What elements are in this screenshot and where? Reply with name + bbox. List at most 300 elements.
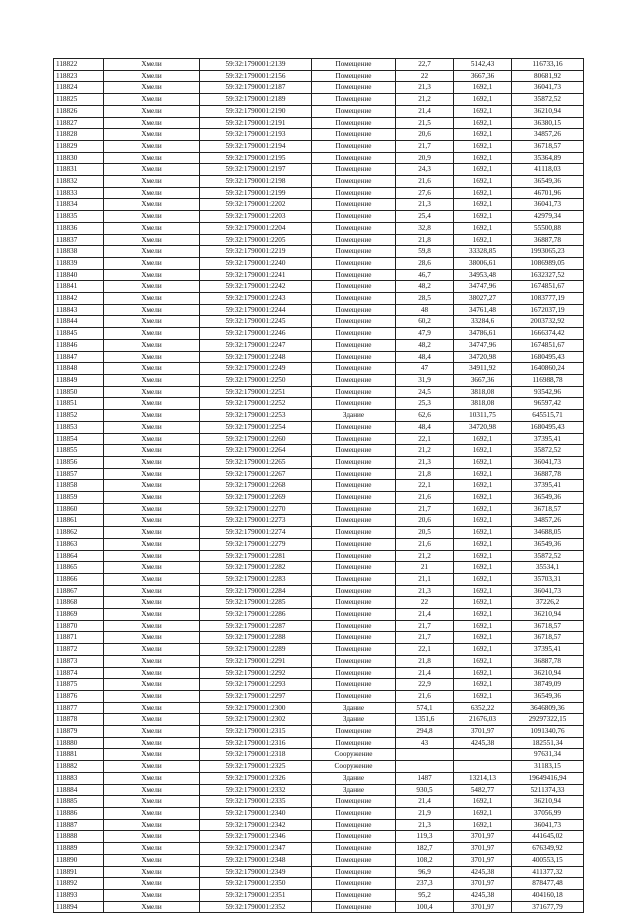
object-type-cell: Помещение (312, 843, 396, 855)
area-cell: 21 (396, 562, 454, 574)
object-type-cell: Помещение (312, 480, 396, 492)
row-number-cell: 118830 (54, 152, 104, 164)
locality-cell: Хмели (104, 82, 200, 94)
cadastral-number-cell: 59:32:1790001:2139 (200, 59, 312, 71)
table-row (54, 655, 584, 667)
cadastral-value-cell: 38749,09 (512, 679, 584, 691)
locality-cell: Хмели (104, 70, 200, 82)
table-row (54, 585, 584, 597)
specific-value-cell: 1692,1 (454, 82, 512, 94)
locality-cell: Хмели (104, 199, 200, 211)
locality-cell: Хмели (104, 538, 200, 550)
row-number-cell: 118856 (54, 456, 104, 468)
specific-value-cell: 34747,96 (454, 339, 512, 351)
specific-value-cell: 1692,1 (454, 690, 512, 702)
cadastral-number-cell: 59:32:1790001:2248 (200, 351, 312, 363)
area-cell: 21,7 (396, 620, 454, 632)
area-cell: 21,6 (396, 690, 454, 702)
row-number-cell: 118858 (54, 480, 104, 492)
cadastral-number-cell: 59:32:1790001:2193 (200, 129, 312, 141)
row-number-cell: 118840 (54, 269, 104, 281)
row-number-cell: 118874 (54, 667, 104, 679)
table-row (54, 199, 584, 211)
cadastral-number-cell: 59:32:1790001:2269 (200, 492, 312, 504)
area-cell (396, 761, 454, 773)
cadastral-number-cell: 59:32:1790001:2347 (200, 843, 312, 855)
cadastral-number-cell: 59:32:1790001:2252 (200, 398, 312, 410)
specific-value-cell: 1692,1 (454, 632, 512, 644)
cadastral-number-cell: 59:32:1790001:2350 (200, 878, 312, 890)
cadastral-value-cell: 1666374,42 (512, 328, 584, 340)
cadastral-number-cell: 59:32:1790001:2291 (200, 655, 312, 667)
specific-value-cell: 3701,97 (454, 878, 512, 890)
specific-value-cell: 1692,1 (454, 808, 512, 820)
cadastral-value-cell: 36718,57 (512, 140, 584, 152)
table-row (54, 269, 584, 281)
table-row (54, 679, 584, 691)
specific-value-cell: 34747,96 (454, 281, 512, 293)
object-type-cell: Здание (312, 784, 396, 796)
specific-value-cell: 1692,1 (454, 503, 512, 515)
specific-value-cell: 21676,03 (454, 714, 512, 726)
cadastral-number-cell: 59:32:1790001:2240 (200, 257, 312, 269)
area-cell: 108,2 (396, 854, 454, 866)
area-cell: 1487 (396, 772, 454, 784)
specific-value-cell: 34786,61 (454, 328, 512, 340)
object-type-cell: Помещение (312, 679, 396, 691)
specific-value-cell: 34761,48 (454, 304, 512, 316)
cadastral-value-cell: 55500,88 (512, 222, 584, 234)
cadastral-number-cell: 59:32:1790001:2243 (200, 293, 312, 305)
specific-value-cell: 1692,1 (454, 597, 512, 609)
cadastral-number-cell: 59:32:1790001:2194 (200, 140, 312, 152)
row-number-cell: 118826 (54, 105, 104, 117)
cadastral-number-cell: 59:32:1790001:2253 (200, 410, 312, 422)
row-number-cell: 118824 (54, 82, 104, 94)
table-row (54, 503, 584, 515)
area-cell: 25,3 (396, 398, 454, 410)
table-row (54, 234, 584, 246)
area-cell: 182,7 (396, 843, 454, 855)
object-type-cell: Помещение (312, 667, 396, 679)
specific-value-cell: 1692,1 (454, 234, 512, 246)
table-row (54, 374, 584, 386)
area-cell: 96,9 (396, 866, 454, 878)
cadastral-number-cell: 59:32:1790001:2349 (200, 866, 312, 878)
cadastral-value-cell: 1632327,52 (512, 269, 584, 281)
row-number-cell: 118873 (54, 655, 104, 667)
specific-value-cell: 1692,1 (454, 550, 512, 562)
locality-cell: Хмели (104, 737, 200, 749)
table-row (54, 784, 584, 796)
cadastral-number-cell: 59:32:1790001:2281 (200, 550, 312, 562)
area-cell: 32,8 (396, 222, 454, 234)
row-number-cell: 118857 (54, 468, 104, 480)
locality-cell: Хмели (104, 421, 200, 433)
locality-cell: Хмели (104, 761, 200, 773)
cadastral-value-cell: 645515,71 (512, 410, 584, 422)
specific-value-cell: 1692,1 (454, 199, 512, 211)
table-row (54, 257, 584, 269)
row-number-cell: 118838 (54, 246, 104, 258)
cadastral-number-cell: 59:32:1790001:2249 (200, 363, 312, 375)
row-number-cell: 118869 (54, 609, 104, 621)
table-row (54, 94, 584, 106)
object-type-cell: Здание (312, 714, 396, 726)
object-type-cell: Помещение (312, 866, 396, 878)
row-number-cell: 118862 (54, 527, 104, 539)
row-number-cell: 118863 (54, 538, 104, 550)
object-type-cell: Помещение (312, 339, 396, 351)
object-type-cell: Помещение (312, 199, 396, 211)
object-type-cell: Помещение (312, 644, 396, 656)
specific-value-cell: 6352,22 (454, 702, 512, 714)
cadastral-value-cell: 441645,02 (512, 831, 584, 843)
object-type-cell: Помещение (312, 386, 396, 398)
row-number-cell: 118889 (54, 843, 104, 855)
area-cell: 27,6 (396, 187, 454, 199)
cadastral-number-cell: 59:32:1790001:2316 (200, 737, 312, 749)
area-cell: 24,3 (396, 164, 454, 176)
table-row (54, 796, 584, 808)
cadastral-value-cell: 1640860,24 (512, 363, 584, 375)
table-row (54, 222, 584, 234)
row-number-cell: 118852 (54, 410, 104, 422)
specific-value-cell: 1692,1 (454, 222, 512, 234)
cadastral-value-cell: 93542,96 (512, 386, 584, 398)
table-row (54, 538, 584, 550)
row-number-cell: 118885 (54, 796, 104, 808)
row-number-cell: 118860 (54, 503, 104, 515)
table-row (54, 702, 584, 714)
locality-cell: Хмели (104, 94, 200, 106)
area-cell: 31,9 (396, 374, 454, 386)
table-row (54, 808, 584, 820)
locality-cell: Хмели (104, 480, 200, 492)
locality-cell: Хмели (104, 211, 200, 223)
row-number-cell: 118864 (54, 550, 104, 562)
area-cell: 48,4 (396, 351, 454, 363)
cadastral-value-cell: 31183,15 (512, 761, 584, 773)
cadastral-value-cell: 36041,73 (512, 585, 584, 597)
object-type-cell: Помещение (312, 234, 396, 246)
locality-cell: Хмели (104, 304, 200, 316)
table-row (54, 164, 584, 176)
cadastral-number-cell: 59:32:1790001:2318 (200, 749, 312, 761)
table-row (54, 304, 584, 316)
cadastral-value-cell: 36549,36 (512, 538, 584, 550)
cadastral-value-cell: 116733,16 (512, 59, 584, 71)
row-number-cell: 118832 (54, 176, 104, 188)
table-row (54, 140, 584, 152)
locality-cell: Хмели (104, 386, 200, 398)
locality-cell: Хмели (104, 316, 200, 328)
object-type-cell: Помещение (312, 737, 396, 749)
locality-cell: Хмели (104, 117, 200, 129)
area-cell: 20,6 (396, 129, 454, 141)
table-row (54, 246, 584, 258)
cadastral-value-cell: 35872,52 (512, 550, 584, 562)
cadastral-number-cell: 59:32:1790001:2335 (200, 796, 312, 808)
object-type-cell: Помещение (312, 468, 396, 480)
cadastral-number-cell: 59:32:1790001:2282 (200, 562, 312, 574)
table-row (54, 597, 584, 609)
row-number-cell: 118876 (54, 690, 104, 702)
cadastral-value-cell: 36041,73 (512, 82, 584, 94)
specific-value-cell: 3701,97 (454, 831, 512, 843)
row-number-cell: 118841 (54, 281, 104, 293)
row-number-cell: 118882 (54, 761, 104, 773)
row-number-cell: 118842 (54, 293, 104, 305)
table-row (54, 339, 584, 351)
area-cell: 21,7 (396, 632, 454, 644)
cadastral-value-cell: 36041,73 (512, 456, 584, 468)
area-cell: 22,7 (396, 59, 454, 71)
locality-cell: Хмели (104, 492, 200, 504)
cadastral-value-cell: 371677,79 (512, 901, 584, 913)
row-number-cell: 118872 (54, 644, 104, 656)
specific-value-cell: 34720,98 (454, 351, 512, 363)
cadastral-value-cell: 2003732,92 (512, 316, 584, 328)
object-type-cell: Помещение (312, 187, 396, 199)
cadastral-value-cell: 41118,03 (512, 164, 584, 176)
table-row (54, 901, 584, 913)
cadastral-number-cell: 59:32:1790001:2346 (200, 831, 312, 843)
object-type-cell: Помещение (312, 94, 396, 106)
row-number-cell: 118827 (54, 117, 104, 129)
cadastral-value-cell: 1680495,43 (512, 421, 584, 433)
area-cell: 20,6 (396, 515, 454, 527)
cadastral-value-cell: 36887,78 (512, 234, 584, 246)
cadastral-number-cell: 59:32:1790001:2156 (200, 70, 312, 82)
area-cell: 47 (396, 363, 454, 375)
specific-value-cell: 1692,1 (454, 187, 512, 199)
object-type-cell: Помещение (312, 456, 396, 468)
cadastral-value-cell: 37056,99 (512, 808, 584, 820)
locality-cell: Хмели (104, 246, 200, 258)
specific-value-cell: 4245,38 (454, 889, 512, 901)
table-row (54, 480, 584, 492)
table-row (54, 328, 584, 340)
object-type-cell: Помещение (312, 854, 396, 866)
table-row (54, 609, 584, 621)
specific-value-cell: 34911,92 (454, 363, 512, 375)
area-cell: 62,6 (396, 410, 454, 422)
locality-cell: Хмели (104, 784, 200, 796)
cadastral-number-cell: 59:32:1790001:2195 (200, 152, 312, 164)
locality-cell: Хмели (104, 901, 200, 913)
row-number-cell: 118849 (54, 374, 104, 386)
cadastral-value-cell: 5211374,33 (512, 784, 584, 796)
cadastral-number-cell: 59:32:1790001:2302 (200, 714, 312, 726)
row-number-cell: 118878 (54, 714, 104, 726)
row-number-cell: 118883 (54, 772, 104, 784)
cadastral-value-cell: 36549,36 (512, 492, 584, 504)
object-type-cell: Помещение (312, 59, 396, 71)
specific-value-cell: 10311,75 (454, 410, 512, 422)
row-number-cell: 118851 (54, 398, 104, 410)
cadastral-number-cell: 59:32:1790001:2267 (200, 468, 312, 480)
specific-value-cell: 38006,61 (454, 257, 512, 269)
area-cell: 22 (396, 597, 454, 609)
area-cell: 28,5 (396, 293, 454, 305)
cadastral-number-cell: 59:32:1790001:2246 (200, 328, 312, 340)
row-number-cell: 118829 (54, 140, 104, 152)
row-number-cell: 118886 (54, 808, 104, 820)
locality-cell: Хмели (104, 667, 200, 679)
area-cell: 574,1 (396, 702, 454, 714)
specific-value-cell: 5142,43 (454, 59, 512, 71)
table-row (54, 632, 584, 644)
cadastral-number-cell: 59:32:1790001:2351 (200, 889, 312, 901)
table-row (54, 819, 584, 831)
specific-value-cell: 3667,36 (454, 70, 512, 82)
specific-value-cell: 3701,97 (454, 726, 512, 738)
cadastral-value-cell: 36210,94 (512, 667, 584, 679)
object-type-cell: Помещение (312, 398, 396, 410)
cadastral-value-cell: 411377,32 (512, 866, 584, 878)
specific-value-cell: 1692,1 (454, 468, 512, 480)
specific-value-cell: 1692,1 (454, 527, 512, 539)
object-type-cell: Здание (312, 702, 396, 714)
object-type-cell: Помещение (312, 796, 396, 808)
cadastral-value-cell: 36380,15 (512, 117, 584, 129)
cadastral-number-cell: 59:32:1790001:2191 (200, 117, 312, 129)
cadastral-number-cell: 59:32:1790001:2251 (200, 386, 312, 398)
cadastral-value-cell: 37395,41 (512, 480, 584, 492)
cadastral-number-cell: 59:32:1790001:2286 (200, 609, 312, 621)
locality-cell: Хмели (104, 585, 200, 597)
object-type-cell: Помещение (312, 831, 396, 843)
locality-cell: Хмели (104, 468, 200, 480)
cadastral-value-cell: 878477,48 (512, 878, 584, 890)
area-cell: 930,5 (396, 784, 454, 796)
specific-value-cell: 3701,97 (454, 843, 512, 855)
specific-value-cell: 1692,1 (454, 140, 512, 152)
object-type-cell: Сооружение (312, 749, 396, 761)
specific-value-cell: 1692,1 (454, 573, 512, 585)
object-type-cell: Помещение (312, 492, 396, 504)
table-row (54, 468, 584, 480)
table-row (54, 70, 584, 82)
specific-value-cell: 1692,1 (454, 655, 512, 667)
locality-cell: Хмели (104, 702, 200, 714)
cadastral-number-cell: 59:32:1790001:2300 (200, 702, 312, 714)
row-number-cell: 118887 (54, 819, 104, 831)
specific-value-cell: 1692,1 (454, 176, 512, 188)
locality-cell: Хмели (104, 690, 200, 702)
object-type-cell: Помещение (312, 351, 396, 363)
row-number-cell: 118892 (54, 878, 104, 890)
object-type-cell: Помещение (312, 808, 396, 820)
area-cell: 25,4 (396, 211, 454, 223)
area-cell: 46,7 (396, 269, 454, 281)
cadastral-value-cell: 29297322,15 (512, 714, 584, 726)
locality-cell: Хмели (104, 351, 200, 363)
object-type-cell: Помещение (312, 222, 396, 234)
area-cell: 21,3 (396, 456, 454, 468)
object-type-cell: Помещение (312, 690, 396, 702)
cadastral-value-cell: 36041,73 (512, 199, 584, 211)
object-type-cell: Здание (312, 410, 396, 422)
cadastral-number-cell: 59:32:1790001:2268 (200, 480, 312, 492)
area-cell: 48,2 (396, 281, 454, 293)
cadastral-number-cell: 59:32:1790001:2204 (200, 222, 312, 234)
table-row (54, 831, 584, 843)
cadastral-number-cell: 59:32:1790001:2279 (200, 538, 312, 550)
locality-cell: Хмели (104, 597, 200, 609)
cadastral-value-cell: 3646809,36 (512, 702, 584, 714)
locality-cell: Хмели (104, 59, 200, 71)
area-cell: 21,3 (396, 82, 454, 94)
cadastral-number-cell: 59:32:1790001:2332 (200, 784, 312, 796)
locality-cell: Хмели (104, 164, 200, 176)
row-number-cell: 118854 (54, 433, 104, 445)
object-type-cell: Помещение (312, 152, 396, 164)
row-number-cell: 118865 (54, 562, 104, 574)
table-row (54, 889, 584, 901)
row-number-cell: 118894 (54, 901, 104, 913)
row-number-cell: 118844 (54, 316, 104, 328)
row-number-cell: 118890 (54, 854, 104, 866)
object-type-cell: Помещение (312, 269, 396, 281)
table-row (54, 562, 584, 574)
area-cell: 21,3 (396, 819, 454, 831)
specific-value-cell: 1692,1 (454, 819, 512, 831)
specific-value-cell: 4245,38 (454, 737, 512, 749)
locality-cell: Хмели (104, 293, 200, 305)
specific-value-cell: 3667,36 (454, 374, 512, 386)
area-cell: 21,9 (396, 808, 454, 820)
area-cell: 294,8 (396, 726, 454, 738)
cadastral-number-cell: 59:32:1790001:2203 (200, 211, 312, 223)
row-number-cell: 118870 (54, 620, 104, 632)
table-row (54, 620, 584, 632)
cadastral-value-cell: 36210,94 (512, 796, 584, 808)
row-number-cell: 118867 (54, 585, 104, 597)
area-cell: 21,2 (396, 550, 454, 562)
specific-value-cell: 1692,1 (454, 644, 512, 656)
area-cell: 237,3 (396, 878, 454, 890)
cadastral-value-cell: 36718,57 (512, 503, 584, 515)
object-type-cell: Помещение (312, 140, 396, 152)
cadastral-number-cell: 59:32:1790001:2250 (200, 374, 312, 386)
locality-cell: Хмели (104, 679, 200, 691)
cadastral-value-cell: 19649416,94 (512, 772, 584, 784)
cadastral-value-cell: 42979,34 (512, 211, 584, 223)
cadastral-number-cell: 59:32:1790001:2325 (200, 761, 312, 773)
specific-value-cell: 1692,1 (454, 480, 512, 492)
table-row (54, 667, 584, 679)
cadastral-value-cell: 35703,31 (512, 573, 584, 585)
object-type-cell: Помещение (312, 164, 396, 176)
cadastral-number-cell: 59:32:1790001:2285 (200, 597, 312, 609)
cadastral-number-cell: 59:32:1790001:2273 (200, 515, 312, 527)
row-number-cell: 118845 (54, 328, 104, 340)
table-row (54, 211, 584, 223)
table-row (54, 281, 584, 293)
object-type-cell: Помещение (312, 293, 396, 305)
specific-value-cell: 33328,85 (454, 246, 512, 258)
object-type-cell: Помещение (312, 304, 396, 316)
cadastral-value-cell: 37395,41 (512, 644, 584, 656)
specific-value-cell: 1692,1 (454, 445, 512, 457)
object-type-cell: Помещение (312, 585, 396, 597)
table-row (54, 726, 584, 738)
cadastral-value-cell: 36718,57 (512, 632, 584, 644)
area-cell: 21,3 (396, 585, 454, 597)
table-row (54, 843, 584, 855)
